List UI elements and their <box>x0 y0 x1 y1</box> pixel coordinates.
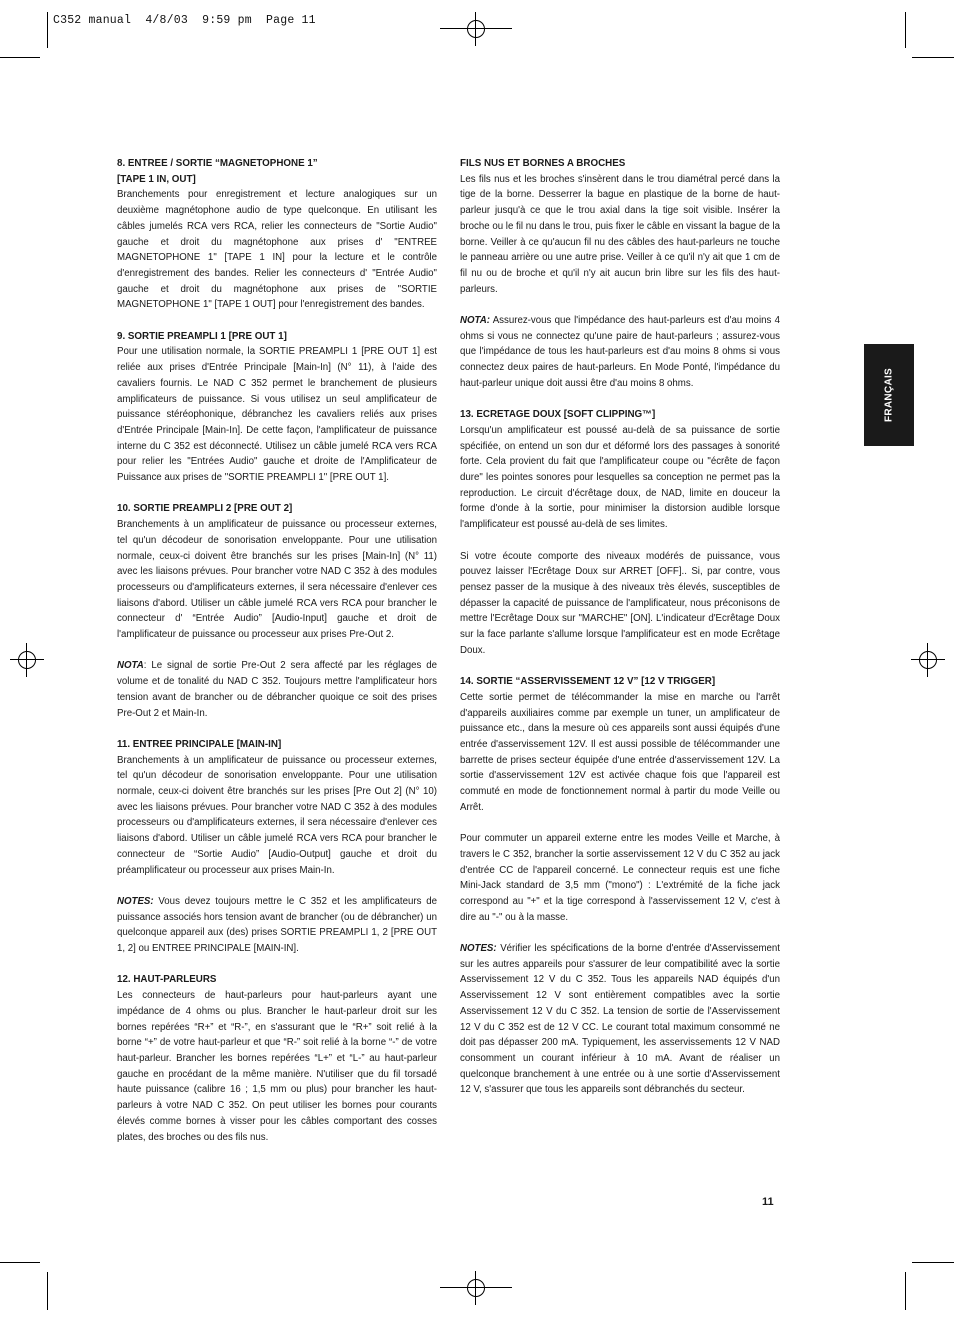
right-column <box>460 156 780 1114</box>
paragraph-text: Si votre écoute comporte des niveaux modérés de puissance, vous pouvez laisser l'Ecrêtage Doux sur ARRET [OFF].. Si, par contre, vous pensez passer de la musique à des niveaux très élevés, susceptibles de dépasser la capacité de puissance de l'amplificateur, nous préconisons de mettre l'Ecrêtage Doux sur "MARCHE" [ON]. L'indicateur d'Ecrêtage Doux sur la face parlante s'allume lorsque l'amplificateur est en mode Ecrêtage Doux. <box>460 550 780 656</box>
body-paragraph <box>117 517 437 643</box>
paragraph-text: Vérifier les spécifications de la borne d'entrée d'Asservissement sur les autres appareils pour s'assurer de leur compatibilité avec la sortie Asservissement 12 V du C 352. Tous les appareils NAD équipés d'un Asservissement 12 V sont entièrement compatibles avec la sortie Asservissement 12 V du C 352. La tension de sortie de l'Asservissement 12 V du C 352 est de 12 V CC. Le courant total maximum consommé ne doit pas dépasser 200 mA. Typiquement, les asservissements 12 V NAD consomment un courant inférieur à 10 mA. Avant de réaliser un quelconque branchement à une entrée ou à une sortie d'Asservissement 12 V, s'assurer que tous les appareils sont débranchés du secteur. <box>460 943 780 1096</box>
note-label: NOTA: <box>460 315 490 327</box>
paragraph-text: Les fils nus et les broches s'insèrent dans le trou diamétral percé dans la tige de la borne. Desserrer la bague en plastique de la borne de haut-parleur jusqu'à ce que le trou axial dans la tige soit visible. Insérer la broche ou le fil nu dans le trou, puis fixer le câble en vissant la bague de la borne. Veiller à ce qu'aucun fil nu des câbles des haut-parleurs ne touche le panneau arrière ou une autre prise. Veiller à ce qu'il n'y ait que 1 cm de fil nu ou de broche et qu'il n'y ait aucun brin libre sur les fils des haut-parleurs. <box>460 173 780 295</box>
section-heading: FILS NUS ET BORNES A BROCHES <box>460 158 626 169</box>
crop-mark-top-right-v <box>905 12 906 48</box>
note-label: NOTA <box>117 660 144 672</box>
body-paragraph <box>460 423 780 533</box>
section <box>460 156 780 392</box>
paragraph-text: Vous devez toujours mettre le C 352 et les amplificateurs de puissance associés hors tension avant de brancher (ou de débrancher) un quelconque appareil aux (des) prises SORTIE PREAMPLI 1, 2 [PRE OUT 1, 2] ou ENTREE PRINCIPALE [MAIN-IN]. <box>117 895 437 955</box>
paragraph-text: Pour commuter un appareil externe entre les modes Veille et Marche, à travers le C 352, brancher la sortie asservissement 12 V du C 352 au jack d'entrée CC de l'appareil concerné. Le connecteur requis est une fiche Mini-Jack standard de 3,5 mm ("mono") : L'extrémité de la fiche jack correspond au "+" et la tige correspond à l'asservissement 12 V, c'est à dire au "-" ou à la masse. <box>460 833 780 923</box>
paragraph-text: : Le signal de sortie Pre-Out 2 sera affecté par les réglages de volume et de tonalité du NAD C 352. Toujours mettre l'amplificateur hors tension avant de brancher ou de débrancher quoique ce soit des prises Pre-Out 2 et Main-In. <box>117 660 437 719</box>
crop-mark-bottom-left-h <box>0 1262 40 1263</box>
section-heading: 14. SORTIE “ASSERVISSEMENT 12 V” [12 V TRIGGER] <box>460 676 716 688</box>
registration-mark-right <box>911 643 945 677</box>
section-heading: 10. SORTIE PREAMPLI 2 [PRE OUT 2] <box>117 503 293 515</box>
section-heading: 9. SORTIE PREAMPLI 1 [PRE OUT 1] <box>117 330 287 342</box>
body-paragraph <box>460 313 780 392</box>
section-heading: 12. HAUT-PARLEURS <box>117 974 217 986</box>
crop-mark-bottom-right-h <box>912 1262 954 1263</box>
paragraph-text: Branchements à un amplificateur de puissance ou processeur externes, tel qu'un décodeur de sonorisation enveloppante. Pour une utilisation normale, ceux-ci doivent être branchés sur les prises [Main-In] (N° 11) avec les liaisons prévues. Pour brancher votre NAD C 352 à des modules processeurs ou d'amplificateurs externes, il sera nécessaire d'enlever ces liaisons d'abord. Utiliser un câble jumelé RCA vers RCA pour brancher le connecteur d' “Entrée Audio” [Audio-Input] gauche et droit de l'amplificateur de puissance ou processeur aux prises Pre-Out 2. <box>117 519 437 641</box>
note-label: NOTES: <box>117 895 154 907</box>
paragraph-text: Branchements à un amplificateur de puissance ou processeur externes, tel qu'un décodeur de sonorisation enveloppante. Pour une utilisation normale, ceux-ci doivent être branchés sur les prises [Pre Out 2] (N° 10) avec les liaisons prévues. Pour brancher votre NAD C 352 à des modules processeurs ou d'amplificateurs externes, il sera nécessaire d'enlever ces liaisons d'abord. Utiliser un câble jumelé RCA vers RCA pour brancher le connecteur de “Sortie Audio” [Audio-Output] gauche et droit du préamplificateur ou processeur aux prises Main-In. <box>117 754 437 876</box>
paragraph-text: Assurez-vous que l'impédance des haut-parleurs est d'au moins 4 ohms si vous ne connectez qu'une paire de haut-parleurs ; assurez-vous que l'impédance de tous les haut-parleurs est d'au moins 8 ohms si vous connectez deux paires de haut-parleurs. En Mode Ponté, l'impédance du haut-parleur unique doit aussi être d'au moins 8 ohms. <box>460 315 780 389</box>
paragraph-text: Les connecteurs de haut-parleurs pour haut-parleurs ayant une impédance de 4 ohms ou plus. Brancher le haut-parleur droit sur les bornes repérées “R+” et “R-”, en s'assurant que le “R+” soit relié à la borne “+” de votre haut-parleur et que “R-” soit relié à la borne “-” de votre haut-parleur. Brancher les bornes repérées “L+” et “L-” au haut-parleur gauche en procédant de la même manière. N'utiliser que du fil torsadé haute puissance (calibre 16 ; 1,5 mm ou plus) pour brancher les haut-parleurs à votre NAD C 352. On peut utiliser les bornes pour courants élevés comme bornes à visser pour les câbles comportant des cosses plates, des broches ou des fils nus. <box>117 990 437 1143</box>
body-paragraph <box>460 831 780 925</box>
paragraph-text: Pour une utilisation normale, la SORTIE PREAMPLI 1 [PRE OUT 1] est reliée aux prises d'Entrée Principale [Main-In] (N° 11), à l'aide des cavaliers fournis. Le NAD C 352 permet le branchement de plusieurs amplificateurs de puissance. Si vous utilisez un seul amplificateur de puissance stéréophonique, débranchez les cavaliers reliés aux prises d'Entrée Principale [Main-In]. De cette façon, l'amplificateur de puissance interne du C 352 est déconnecté. Utilisez un câble jumelé RCA vers RCA pour relier les "Entrées Audio" gauche et droite de l'Amplificateur de Puissance aux prises de "SORTIE PREAMPLI 1" [PRE OUT 1]. <box>117 346 437 484</box>
body-paragraph <box>117 753 437 879</box>
body-paragraph <box>117 187 437 313</box>
registration-line-top <box>440 28 512 29</box>
section-heading: [TAPE 1 IN, OUT] <box>117 173 196 185</box>
section <box>117 329 437 486</box>
left-column <box>117 156 437 1161</box>
crop-mark-bottom-right-v <box>905 1272 906 1310</box>
note-label: NOTES: <box>460 943 497 955</box>
section <box>117 501 437 721</box>
language-tab-label: FRANÇAIS <box>883 367 895 423</box>
body-paragraph <box>460 690 780 816</box>
registration-mark-left <box>10 643 44 677</box>
section <box>460 674 780 1098</box>
section <box>460 407 780 658</box>
page-number: 11 <box>762 1196 774 1208</box>
crop-mark-bottom-left-v <box>47 1272 48 1310</box>
body-paragraph <box>117 658 437 721</box>
body-paragraph <box>460 172 780 298</box>
section-heading: 8. ENTREE / SORTIE “MAGNETOPHONE 1” <box>117 158 318 169</box>
section <box>117 156 437 313</box>
section <box>117 737 437 957</box>
section-heading: 11. ENTREE PRINCIPALE [MAIN-IN] <box>117 738 282 750</box>
body-paragraph <box>460 941 780 1098</box>
language-tab <box>864 344 914 446</box>
body-paragraph <box>460 549 780 659</box>
body-paragraph <box>117 988 437 1145</box>
crop-mark-top-right-h <box>912 57 954 58</box>
registration-mark-bottom <box>459 1271 493 1305</box>
body-paragraph <box>117 894 437 957</box>
paragraph-text: Lorsqu'un amplificateur est poussé au-delà de sa puissance de sortie spécifiée, on entend un son dur et déformé lors des passages à sonorité forte. Cela provient du fait que l'amplificateur coupe ou "écrête de façon dure" les pointes sonores pour lesquelles sa conception ne permet pas la reproduction. Le circuit d'écrêtage doux, de NAD, limite en douceur la forme d'onde à la sortie, pour minimiser la distorsion audible lorsque l'amplificateur est poussé au-delà de ses limites. <box>460 424 780 531</box>
body-paragraph <box>117 344 437 485</box>
print-slug-header: C352 manual 4/8/03 9:59 pm Page 11 <box>53 14 316 27</box>
registration-mark-top <box>459 12 493 46</box>
crop-mark-top-left-v <box>47 12 48 48</box>
crop-mark-top-left-h <box>0 57 40 58</box>
section <box>117 972 437 1145</box>
registration-line-bottom <box>440 1287 512 1288</box>
section-heading: 13. ECRETAGE DOUX [SOFT CLIPPING™] <box>460 409 656 421</box>
paragraph-text: Branchements pour enregistrement et lecture analogiques sur un deuxième magnétophone audio de type quelconque. En utilisant les câbles jumelés RCA vers RCA, relier les connecteurs de "Sortie Audio" gauche et droit du magnétophone aux prises d' "ENTREE MAGNETOPHONE 1" [TAPE 1 IN] pour la lecture et le contrôle d'enregistrement des bandes. Relier les connecteurs d' "Entrée Audio" gauche et droit du magnétophone aux prises de "SORTIE MAGNETOPHONE 1" [TAPE 1 OUT] pour l'enregistrement des bandes. <box>117 189 437 311</box>
paragraph-text: Cette sortie permet de télécommander la mise en marche ou l'arrêt d'appareils auxiliaires comme par exemple un tuner, un amplificateur de puissance etc., dans la mesure où ces appareils sont aussi équipés d'une entrée d'asservissement 12V. Il est aussi possible de télécommander une barrette de prises secteur équipée d'une entrée d'asservissement 12V. La sortie d'asservissement 12V est activée chaque fois que l'appareil est commuté en mode de fonctionnement normal à partir du mode Veille ou Arrêt. <box>460 691 780 813</box>
